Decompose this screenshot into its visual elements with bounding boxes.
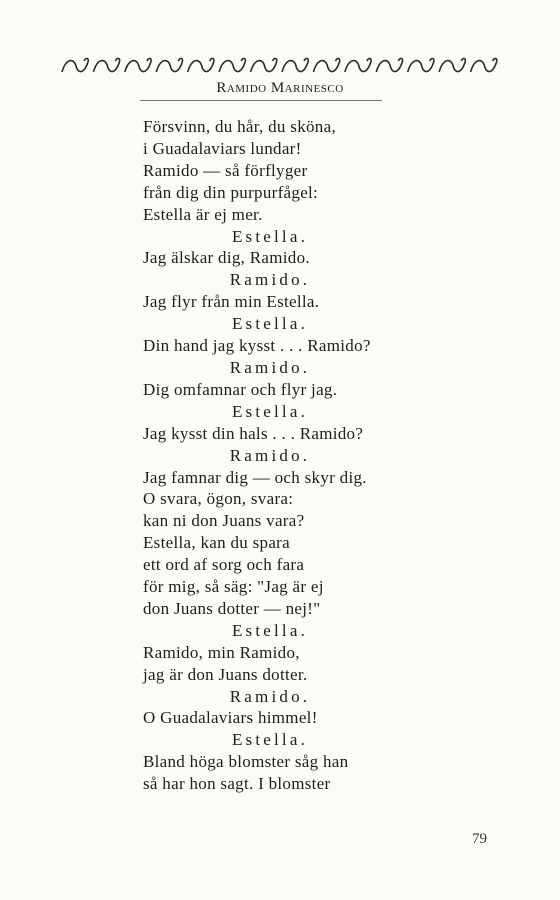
verse-line: Försvinn, du hår, du sköna,: [143, 117, 336, 136]
ornament-scroll: [188, 58, 214, 72]
verse-line: Estella är ej mer.: [143, 204, 263, 224]
speaker-name: Estella.: [231, 620, 309, 640]
verse-line: O svara, ögon, svara:: [143, 489, 294, 509]
poem-body: [143, 116, 413, 795]
ornament-scroll: [62, 58, 88, 72]
speaker-name: Ramido.: [229, 357, 311, 377]
ornament-scroll: [125, 58, 151, 72]
speaker-name: Ramido.: [229, 445, 311, 465]
verse-line: Dig omfamnar och flyr jag.: [143, 379, 338, 399]
verse-line: Din hand jag kysst . . . Ramido?: [143, 336, 371, 356]
speaker-name: Ramido.: [229, 686, 311, 706]
header-rule: [140, 100, 382, 101]
ornament-scroll: [219, 58, 245, 72]
verse-line: i Guadalaviars lundar!: [143, 138, 302, 158]
ornament-scroll: [251, 58, 277, 72]
ornament-scroll: [282, 58, 308, 72]
speaker-name: Estella.: [231, 314, 309, 334]
verse-line: Jag famnar dig — och skyr dig.: [143, 467, 367, 487]
verse-line: jag är don Juans dotter.: [143, 664, 308, 684]
verse-line: Estella, kan du spara: [143, 533, 290, 553]
verse-line: Jag kysst din hals . . . Ramido?: [143, 423, 364, 443]
ornament-scroll: [156, 58, 182, 72]
verse-line: Ramido, min Ramido,: [143, 642, 300, 662]
ornament-scroll: [93, 58, 119, 72]
ornament-scroll: [376, 58, 402, 72]
verse-line: O Guadalaviars himmel!: [143, 708, 318, 728]
header-title: Ramido Marinesco: [216, 80, 344, 96]
speaker-name: Estella.: [231, 401, 309, 421]
ornament-scroll: [439, 58, 465, 72]
verse-line: Jag flyr från min Estella.: [143, 292, 320, 312]
ornament-scroll: [471, 58, 497, 72]
verse-line: ett ord af sorg och fara: [143, 555, 305, 575]
ornament-scroll: [345, 58, 371, 72]
verse-line: Bland höga blomster såg han: [143, 752, 349, 772]
ornament-scroll: [313, 58, 339, 72]
ornament-border: [60, 52, 500, 80]
speaker-name: Estella.: [231, 730, 309, 750]
verse-line: Ramido — så förflyger: [143, 160, 308, 180]
verse-line: kan ni don Juans vara?: [143, 511, 305, 531]
speaker-name: Ramido.: [229, 270, 311, 290]
verse-line: för mig, så säg: "Jag är ej: [143, 577, 324, 597]
verse-line: från dig din purpurfågel:: [143, 182, 319, 202]
verse-line: så har hon sagt. I blomster: [143, 774, 331, 794]
verse-line: don Juans dotter — nej!": [143, 598, 321, 618]
verse-line: Jag älskar dig, Ramido.: [143, 248, 310, 268]
page-number: 79: [472, 831, 487, 847]
running-header: [0, 80, 560, 97]
ornament-scroll: [408, 58, 434, 72]
speaker-name: Estella.: [231, 226, 309, 246]
